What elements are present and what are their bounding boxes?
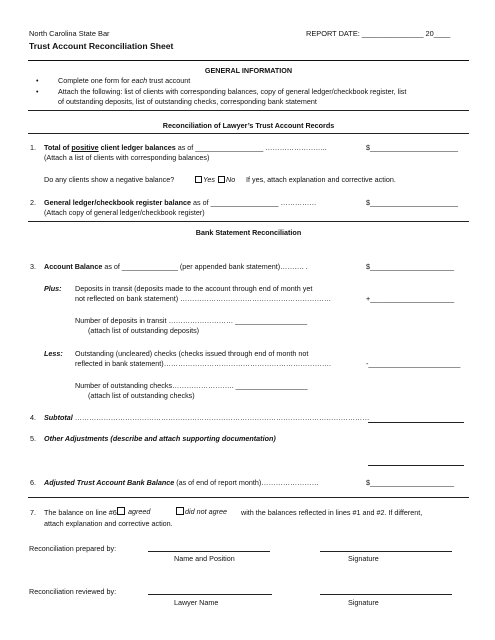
recon-heading: Reconciliation of Lawyer’s Trust Account Records: [162, 121, 335, 130]
item-number: 6.: [30, 478, 36, 487]
section-rule: [28, 497, 469, 498]
item4-label: Subtotal ……………………………………………………………………………………………………………: [44, 413, 370, 422]
item6-label: Adjusted Trust Account Bank Balance (as of end of report month)……………………: [44, 478, 319, 487]
item7-text-a: The balance on line #6: [44, 508, 117, 517]
less-line2: reflected in bank statement)…………………………………………………………….: [75, 359, 332, 368]
prepared-name-caption: Name and Position: [174, 554, 235, 563]
page-title: Trust Account Reconciliation Sheet: [29, 41, 174, 51]
prepared-signature-field[interactable]: [320, 551, 452, 552]
reviewed-name-caption: Lawyer Name: [174, 598, 219, 607]
item1-amount-field[interactable]: $______________________: [366, 143, 458, 152]
bullet-dot: •: [36, 87, 39, 96]
plus-line2: not reflected on bank statement) ………………………………………………………: [75, 294, 332, 303]
item2-sub: (Attach copy of general ledger/checkbook register): [44, 208, 205, 217]
item3-amount-field[interactable]: $_____________________: [366, 262, 454, 271]
item-number: 3.: [30, 262, 36, 271]
no-checkbox[interactable]: No: [218, 175, 235, 184]
item-number: 2.: [30, 198, 36, 207]
section-rule: [28, 221, 469, 222]
general-bullet-2-line1: Attach the following: list of clients with corresponding balances, copy of general ledger/checkbook register, list: [58, 87, 407, 96]
if-yes-note: If yes, attach explanation and corrective action.: [246, 175, 396, 184]
item2-label: General ledger/checkbook register balance as of _________________ ……………: [44, 198, 317, 207]
checkbox-icon: [218, 176, 225, 183]
item-number: 4.: [30, 413, 36, 422]
subtotal-field[interactable]: [368, 422, 464, 423]
item-number: 7.: [30, 508, 36, 517]
prepared-by-label: Reconciliation prepared by:: [29, 544, 117, 553]
section-rule: [28, 110, 469, 111]
less-amount-field[interactable]: -_______________________: [366, 359, 461, 368]
header-rule: [28, 60, 469, 61]
org-name: North Carolina State Bar: [29, 29, 110, 38]
checkbox-icon: [176, 507, 184, 515]
general-bullet-2-line2: of outstanding deposits, list of outstanding checks, corresponding bank statement: [58, 97, 317, 106]
reviewed-signature-caption: Signature: [348, 598, 379, 607]
negative-balance-question: Do any clients show a negative balance?: [44, 175, 175, 184]
num-checks-field[interactable]: Number of outstanding checks…………………….. __________________: [75, 381, 308, 390]
plus-label: Plus:: [44, 284, 62, 293]
prepared-name-field[interactable]: [148, 551, 270, 552]
checkbox-icon: [195, 176, 202, 183]
plus-amount-field[interactable]: +_____________________: [366, 294, 455, 303]
item7-text-b: with the balances reflected in lines #1 and #2. If different,: [241, 508, 423, 517]
item1-label: Total of positive client ledger balances as of _________________ ……………………..: [44, 143, 327, 152]
section-rule: [28, 133, 469, 134]
item3-label: Account Balance as of ______________ (per appended bank statement)………. .: [44, 262, 308, 271]
checks-sub: (attach list of outstanding checks): [88, 391, 195, 400]
reviewed-name-field[interactable]: [148, 594, 272, 595]
agreed-checkbox[interactable]: agreed: [117, 507, 150, 516]
item1-sub: (Attach a list of clients with corresponding balances): [44, 153, 210, 162]
plus-line1: Deposits in transit (deposits made to the account through end of month yet: [75, 284, 313, 293]
less-label: Less:: [44, 349, 63, 358]
checkbox-icon: [117, 507, 125, 515]
general-bullet-1: Complete one form for each trust account: [58, 76, 191, 85]
bullet-dot: •: [36, 76, 39, 85]
yes-checkbox[interactable]: Yes: [195, 175, 215, 184]
reviewed-by-label: Reconciliation reviewed by:: [29, 587, 117, 596]
item2-amount-field[interactable]: $______________________: [366, 198, 458, 207]
item-number: 1.: [30, 143, 36, 152]
num-deposits-field[interactable]: Number of deposits in transit ……………………… __________________: [75, 316, 308, 325]
item-number: 5.: [30, 434, 36, 443]
item7-line2: attach explanation and corrective action.: [44, 519, 173, 528]
item6-amount-field[interactable]: $_____________________: [366, 478, 454, 487]
general-heading: GENERAL INFORMATION: [204, 66, 293, 75]
bank-heading: Bank Statement Reconciliation: [195, 228, 302, 237]
less-line1: Outstanding (uncleared) checks (checks issued through end of month not: [75, 349, 309, 358]
deposits-sub: (attach list of outstanding deposits): [88, 326, 200, 335]
prepared-signature-caption: Signature: [348, 554, 379, 563]
did-not-agree-checkbox[interactable]: did not agree: [176, 507, 227, 516]
adjustments-field[interactable]: [368, 465, 464, 466]
item5-label: Other Adjustments (describe and attach supporting documentation): [44, 434, 276, 443]
reviewed-signature-field[interactable]: [320, 594, 452, 595]
report-date-field[interactable]: REPORT DATE: _______________ 20____: [306, 29, 451, 38]
